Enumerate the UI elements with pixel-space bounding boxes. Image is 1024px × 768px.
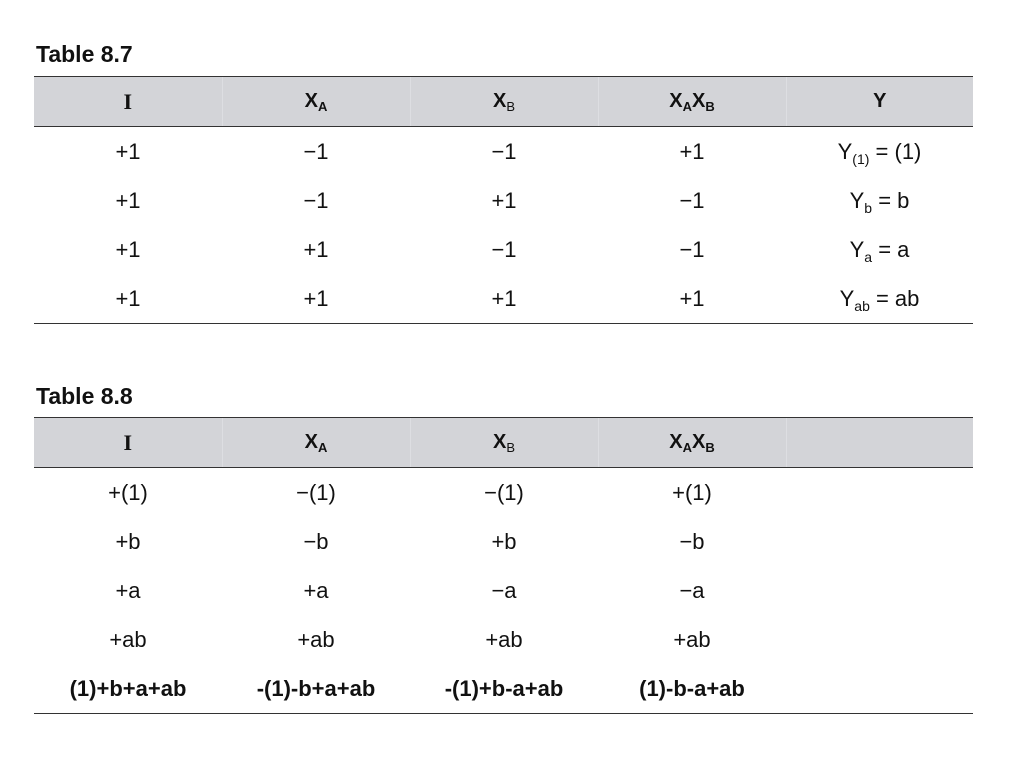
header-identity: I — [34, 418, 222, 468]
header-xb: $X_B$ — [410, 77, 598, 127]
cell-empty — [786, 468, 973, 518]
cell-xa: +ab — [297, 626, 335, 652]
cell-xb: −1 — [491, 138, 517, 164]
header-xaxb: $X_AX_B$ — [598, 77, 786, 127]
table-header-row — [34, 418, 973, 468]
cell-xaxb: −b — [679, 528, 705, 554]
cell-xaxb: +ab — [673, 626, 711, 652]
table-row — [34, 127, 973, 177]
cell-identity: +1 — [115, 236, 141, 262]
cell-y: $Y_{(1)} = (1)$ — [837, 138, 922, 167]
cell-xa: +1 — [222, 274, 410, 324]
cell-empty — [786, 566, 973, 615]
cell-identity: +a — [115, 577, 141, 603]
cell-xb: −(1) — [484, 479, 524, 505]
sum-identity: (1)+b+a+ab — [34, 664, 222, 714]
cell-xaxb: −a — [679, 577, 705, 603]
table-row — [34, 468, 973, 518]
sum-xaxb: (1)-b-a+ab — [598, 664, 786, 714]
header-identity: I — [34, 77, 222, 127]
cell-xa: −b — [303, 528, 329, 554]
table-8-7-caption: Table 8.7 — [36, 41, 133, 67]
cell-empty — [786, 664, 973, 714]
table-header-row — [34, 77, 973, 127]
cell-identity: +1 — [115, 138, 141, 164]
cell-xaxb: +1 — [598, 274, 786, 324]
header-y: Y — [786, 77, 973, 127]
table-8-7 — [34, 76, 973, 324]
cell-xb: +1 — [491, 187, 517, 213]
cell-xb: +ab — [485, 626, 523, 652]
cell-y: $Y_a = a$ — [849, 236, 910, 265]
cell-xb: +1 — [410, 274, 598, 324]
cell-xb: −a — [491, 577, 517, 603]
cell-xaxb: +(1) — [672, 479, 712, 505]
cell-xa: −(1) — [296, 479, 336, 505]
header-xa: $X_A$ — [222, 418, 410, 468]
sum-row — [34, 664, 973, 714]
cell-xaxb: −1 — [679, 236, 705, 262]
cell-identity: +1 — [34, 274, 222, 324]
sum-xa: -(1)-b+a+ab — [222, 664, 410, 714]
cell-xa: +1 — [303, 236, 329, 262]
cell-y: $Y_b = b$ — [849, 187, 910, 216]
cell-xb: +b — [491, 528, 517, 554]
table-row — [34, 274, 973, 324]
table-row — [34, 225, 973, 274]
header-xaxb: $X_AX_B$ — [598, 418, 786, 468]
sum-xb: -(1)+b-a+ab — [410, 664, 598, 714]
table-row — [34, 517, 973, 566]
table-row — [34, 615, 973, 664]
cell-empty — [786, 615, 973, 664]
cell-xaxb: −1 — [679, 187, 705, 213]
table-8-8-caption: Table 8.8 — [36, 383, 133, 409]
cell-identity: +ab — [109, 626, 147, 652]
cell-y: $Y_{ab}$ = ab — [786, 274, 973, 324]
header-empty — [786, 418, 973, 468]
cell-identity: +b — [115, 528, 141, 554]
header-xb: $X_B$ — [410, 418, 598, 468]
cell-xaxb: +1 — [679, 138, 705, 164]
cell-identity: +1 — [115, 187, 141, 213]
cell-xa: −1 — [303, 187, 329, 213]
cell-identity: +(1) — [108, 479, 148, 505]
header-xa: $X_A$ — [222, 77, 410, 127]
cell-empty — [786, 517, 973, 566]
cell-xa: +a — [303, 577, 329, 603]
cell-xb: −1 — [491, 236, 517, 262]
table-8-8 — [34, 417, 973, 714]
table-row — [34, 176, 973, 225]
cell-xa: −1 — [303, 138, 329, 164]
table-row — [34, 566, 973, 615]
